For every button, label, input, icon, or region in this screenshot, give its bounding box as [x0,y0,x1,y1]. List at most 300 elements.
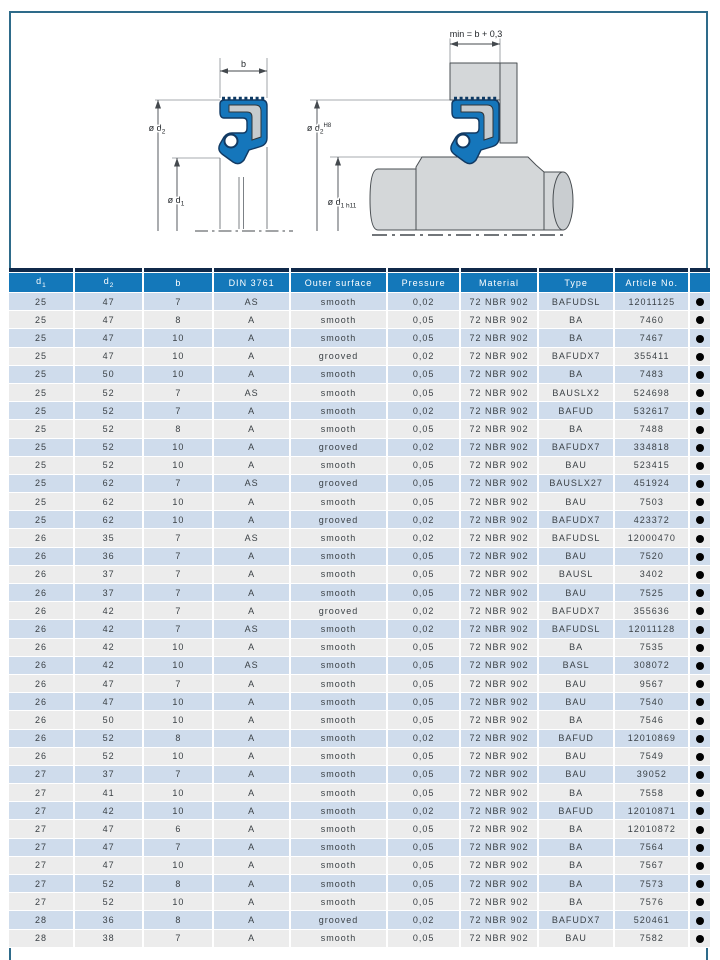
cell: BA [539,329,615,347]
cell: 47 [75,693,144,711]
availability-cell [690,384,710,402]
table-row [9,584,710,602]
cell: BA [539,875,615,893]
cell: smooth [291,711,388,729]
cell: 7573 [615,875,690,893]
cell: 0,05 [388,820,461,838]
availability-cell [690,911,710,929]
availability-cell [690,311,710,329]
spec-table-body [9,293,710,948]
cell: smooth [291,402,388,420]
cell: 72 NBR 902 [461,875,539,893]
availability-cell [690,329,710,347]
cell: 47 [75,311,144,329]
cell: 12010869 [615,730,690,748]
cell: 25 [9,366,75,384]
cell: 35 [75,529,144,547]
availability-cell [690,366,710,384]
table-row [9,529,710,547]
cell: 7525 [615,584,690,602]
cell: 0,05 [388,675,461,693]
cell: A [214,857,290,875]
cell: 47 [75,820,144,838]
cell: 0,05 [388,657,461,675]
cell: 0,02 [388,511,461,529]
cell: 8 [144,730,214,748]
cell: A [214,584,290,602]
table-row [9,293,710,311]
availability-cell [690,402,710,420]
column-header [690,273,710,293]
cell: 7460 [615,311,690,329]
cell: 25 [9,493,75,511]
cell: smooth [291,675,388,693]
cell: BAU [539,766,615,784]
cell: 7564 [615,839,690,857]
availability-cell [690,511,710,529]
cell: BAFUDSL [539,293,615,311]
cell: 523415 [615,457,690,475]
table-row [9,384,710,402]
availability-dot [696,353,704,361]
cell: 26 [9,711,75,729]
cell: BAFUD [539,402,615,420]
cell: 72 NBR 902 [461,930,539,948]
cell: smooth [291,366,388,384]
cell: 72 NBR 902 [461,802,539,820]
cell: 25 [9,384,75,402]
cell: 72 NBR 902 [461,911,539,929]
availability-dot [696,644,704,652]
cell: 28 [9,911,75,929]
cell: BAFUDX7 [539,511,615,529]
cell: 0,05 [388,875,461,893]
cell: 6 [144,820,214,838]
cell: BAU [539,457,615,475]
cell: 7 [144,548,214,566]
availability-cell [690,529,710,547]
table-row [9,439,710,457]
cell: 72 NBR 902 [461,639,539,657]
cell: 7467 [615,329,690,347]
cell: 26 [9,584,75,602]
table-row [9,693,710,711]
table-row [9,802,710,820]
table-row [9,875,710,893]
cell: 8 [144,420,214,438]
availability-dot [696,789,704,797]
availability-cell [690,639,710,657]
cell: 7582 [615,930,690,948]
cell: 0,02 [388,802,461,820]
cell: 7 [144,620,214,638]
cell: 52 [75,893,144,911]
cell: AS [214,657,290,675]
availability-cell [690,293,710,311]
cell: grooved [291,911,388,929]
cell: 0,02 [388,348,461,366]
column-header: Pressure [388,273,461,293]
cell: 7567 [615,857,690,875]
cell: 25 [9,311,75,329]
availability-dot [696,535,704,543]
cell: 72 NBR 902 [461,748,539,766]
cell: A [214,893,290,911]
cell: 12000470 [615,529,690,547]
cell: 0,05 [388,693,461,711]
cell: smooth [291,566,388,584]
cell: 72 NBR 902 [461,420,539,438]
cell: smooth [291,839,388,857]
table-header-row [9,273,710,293]
cell: 72 NBR 902 [461,711,539,729]
cell: 0,02 [388,402,461,420]
table-row [9,566,710,584]
table-row [9,420,710,438]
cell: A [214,566,290,584]
cell: BAUSLX2 [539,384,615,402]
availability-dot [696,571,704,579]
cell: 42 [75,639,144,657]
availability-dot [696,516,704,524]
cell: 10 [144,711,214,729]
table-row [9,493,710,511]
cell: 0,05 [388,584,461,602]
cell: 12011128 [615,620,690,638]
cell: smooth [291,857,388,875]
availability-cell [690,693,710,711]
column-header: Article No. [615,273,690,293]
cell: BA [539,857,615,875]
cell: 10 [144,457,214,475]
cell: 27 [9,802,75,820]
cell: 39052 [615,766,690,784]
column-header: $d_2$ [75,273,144,293]
table-row [9,784,710,802]
cell: 42 [75,620,144,638]
cell: grooved [291,511,388,529]
availability-cell [690,493,710,511]
cell: smooth [291,820,388,838]
cell: 72 NBR 902 [461,657,539,675]
cell: 27 [9,766,75,784]
cell: grooved [291,602,388,620]
cell: 72 NBR 902 [461,839,539,857]
cell: 7 [144,602,214,620]
cell: smooth [291,457,388,475]
availability-dot [696,935,704,943]
availability-dot [696,880,704,888]
availability-dot [696,626,704,634]
cell: 8 [144,911,214,929]
table-row [9,366,710,384]
cell: 7 [144,566,214,584]
cell: A [214,820,290,838]
cell: BAFUDX7 [539,348,615,366]
cell: 0,05 [388,475,461,493]
cell: 10 [144,784,214,802]
cell: smooth [291,784,388,802]
cell: 8 [144,311,214,329]
table-row [9,893,710,911]
cell: 72 NBR 902 [461,311,539,329]
cell: 0,02 [388,293,461,311]
table-row [9,620,710,638]
table-row [9,475,710,493]
cell: 50 [75,366,144,384]
cell: 10 [144,639,214,657]
cell: BAFUDX7 [539,911,615,929]
cell: smooth [291,420,388,438]
cell: 72 NBR 902 [461,857,539,875]
cell: 10 [144,366,214,384]
cell: smooth [291,620,388,638]
availability-dot [696,862,704,870]
cell: 52 [75,748,144,766]
cell: 0,05 [388,711,461,729]
cell: BAU [539,675,615,693]
cell: AS [214,384,290,402]
cell: 72 NBR 902 [461,529,539,547]
table-row [9,675,710,693]
table-row [9,930,710,948]
availability-cell [690,475,710,493]
availability-cell [690,930,710,948]
table-row [9,657,710,675]
seal-cross-section-installed [451,99,499,164]
cell: 10 [144,802,214,820]
availability-dot [696,407,704,415]
cell: A [214,602,290,620]
table-row [9,820,710,838]
cell: 10 [144,657,214,675]
cell: 7 [144,402,214,420]
cell: 72 NBR 902 [461,820,539,838]
availability-cell [690,548,710,566]
cell: 26 [9,693,75,711]
cell: smooth [291,529,388,547]
cell: smooth [291,384,388,402]
cell: BA [539,366,615,384]
availability-cell [690,766,710,784]
availability-cell [690,566,710,584]
cell: BA [539,639,615,657]
cell: 36 [75,548,144,566]
cell: 0,02 [388,911,461,929]
cell: BA [539,893,615,911]
cell: 7546 [615,711,690,729]
cell: 0,05 [388,420,461,438]
cell: 0,05 [388,639,461,657]
cell: 47 [75,857,144,875]
cell: smooth [291,802,388,820]
cell: 72 NBR 902 [461,566,539,584]
cell: 26 [9,548,75,566]
spec-table-head [9,268,710,293]
cell: AS [214,293,290,311]
cell: 0,05 [388,930,461,948]
cell: 72 NBR 902 [461,293,539,311]
cell: smooth [291,329,388,347]
cell: smooth [291,493,388,511]
cell: 0,05 [388,766,461,784]
left-diagram [149,58,293,231]
cell: 7549 [615,748,690,766]
cell: 7558 [615,784,690,802]
availability-dot [696,662,704,670]
availability-dot [696,698,704,706]
cell: A [214,911,290,929]
cell: 72 NBR 902 [461,475,539,493]
cell: smooth [291,730,388,748]
cell: BA [539,839,615,857]
cell: 72 NBR 902 [461,893,539,911]
table-row [9,639,710,657]
cell: 7 [144,930,214,948]
cell: A [214,420,290,438]
availability-dot [696,444,704,452]
cell: smooth [291,548,388,566]
availability-cell [690,802,710,820]
cell: 0,05 [388,784,461,802]
cell: 7535 [615,639,690,657]
cell: smooth [291,748,388,766]
table-row [9,730,710,748]
cell: 12010871 [615,802,690,820]
cell: AS [214,620,290,638]
cell: 62 [75,511,144,529]
availability-cell [690,857,710,875]
cell: smooth [291,693,388,711]
cell: A [214,457,290,475]
table-row [9,548,710,566]
cell: 10 [144,693,214,711]
availability-dot [696,371,704,379]
cell: 52 [75,730,144,748]
cell: 26 [9,566,75,584]
cell: 7 [144,766,214,784]
cell: A [214,930,290,948]
availability-dot [696,298,704,306]
cell: 7 [144,675,214,693]
table-row [9,348,710,366]
cell: 524698 [615,384,690,402]
cell: 7 [144,293,214,311]
cell: 62 [75,493,144,511]
availability-dot [696,462,704,470]
table-row [9,911,710,929]
availability-dot [696,771,704,779]
table-row [9,766,710,784]
cell: 62 [75,475,144,493]
cell: 26 [9,748,75,766]
availability-dot [696,917,704,925]
cell: 308072 [615,657,690,675]
availability-cell [690,602,710,620]
cell: 0,05 [388,566,461,584]
cell: BAFUDSL [539,529,615,547]
availability-cell [690,657,710,675]
availability-dot [696,316,704,324]
table-row [9,748,710,766]
cell: A [214,348,290,366]
cell: 7 [144,839,214,857]
cell: 72 NBR 902 [461,784,539,802]
cell: BAU [539,548,615,566]
cell: 7483 [615,366,690,384]
cell: 12010872 [615,820,690,838]
cell: BAUSL [539,566,615,584]
cell: 27 [9,893,75,911]
cell: 25 [9,457,75,475]
cell: 0,02 [388,620,461,638]
cell: 25 [9,348,75,366]
cell: BA [539,711,615,729]
cell: smooth [291,657,388,675]
availability-cell [690,893,710,911]
availability-dot [696,480,704,488]
cell: 26 [9,620,75,638]
cell: BAUSLX27 [539,475,615,493]
cell: 27 [9,875,75,893]
cell: 7 [144,475,214,493]
cell: 0,02 [388,439,461,457]
cell: 7 [144,584,214,602]
cell: 10 [144,857,214,875]
cell: 41 [75,784,144,802]
cell: 50 [75,711,144,729]
cell: 37 [75,584,144,602]
cell: smooth [291,893,388,911]
cell: 26 [9,602,75,620]
cell: A [214,839,290,857]
cell: 7 [144,384,214,402]
cell: smooth [291,584,388,602]
right-diagram [307,29,573,235]
cell: 27 [9,839,75,857]
cell: A [214,493,290,511]
cell: 7503 [615,493,690,511]
cell: A [214,802,290,820]
availability-dot [696,589,704,597]
cell: BAFUD [539,730,615,748]
cell: 10 [144,348,214,366]
cell: 47 [75,839,144,857]
cell: 37 [75,766,144,784]
cell: 355636 [615,602,690,620]
dim-label-d2-H8: ø $d_2^{H8}$ [306,123,332,136]
cell: A [214,784,290,802]
cell: 8 [144,875,214,893]
cell: 72 NBR 902 [461,584,539,602]
availability-cell [690,711,710,729]
availability-dot [696,753,704,761]
cell: 0,05 [388,893,461,911]
cell: 0,05 [388,457,461,475]
cell: 7 [144,529,214,547]
cell: 334818 [615,439,690,457]
availability-cell [690,620,710,638]
cell: 7576 [615,893,690,911]
availability-dot [696,898,704,906]
cell: 25 [9,420,75,438]
cell: 27 [9,857,75,875]
cell: BAU [539,930,615,948]
cell: 355411 [615,348,690,366]
cell: 10 [144,493,214,511]
cell: smooth [291,311,388,329]
cell: 7540 [615,693,690,711]
